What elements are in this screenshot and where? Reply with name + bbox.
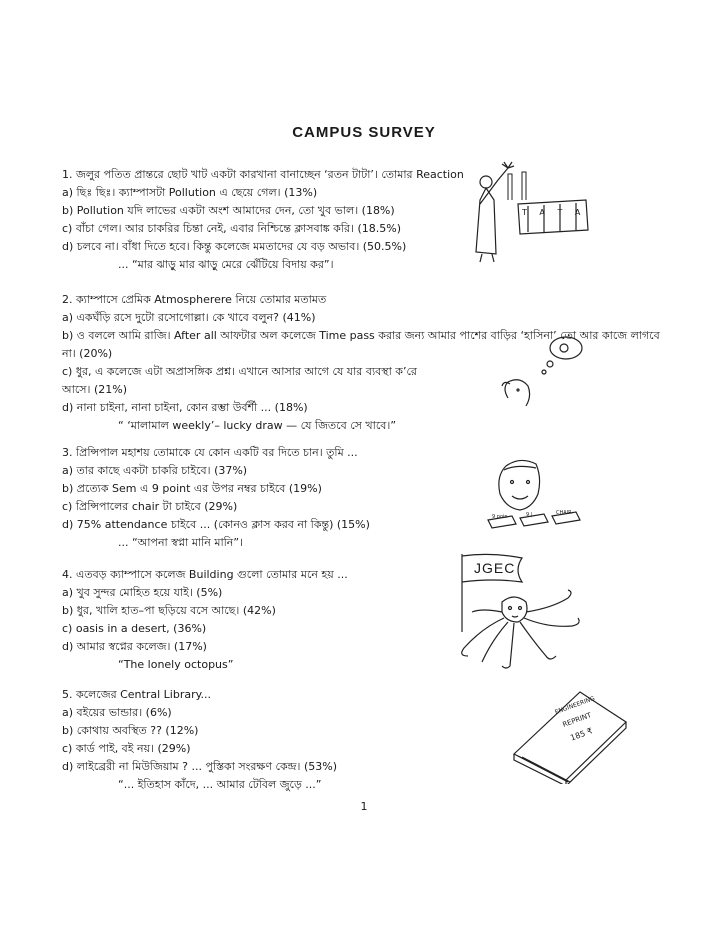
box-label-2: 9 | — [526, 512, 533, 518]
question-quote: “... ইতিহাস কাঁদে, ... আমার টেবিল জুড়ে ...” — [118, 778, 322, 791]
option-a: a) একঘঁড়ি রসে দুটো রসোগোল্লা। কে খাবে বলুন? (41%) — [62, 311, 316, 324]
book-title-line-1: ENGINEERING — [554, 695, 596, 716]
option-b: b) Pollution যদি লাভের একটা অংশ আমাদের দেন, তো খুব ভাল। (18%) — [62, 204, 395, 217]
question-quote: “ ‘মালামাল weekly’– lucky draw — যে জিতবে সে খাবে।” — [118, 419, 397, 432]
question-prompt: 2. ক্যাম্পাসে প্রেমিক Atmospherere নিয়ে তোমার মতামত — [62, 293, 327, 306]
option-a: a) বইয়ের ভান্ডার। (6%) — [62, 706, 172, 719]
box-label-1: 9 poin — [492, 514, 508, 520]
question-4 — [62, 566, 462, 674]
question-quote: ... “আপনা স্বপ্না মানি মানি”। — [118, 536, 244, 549]
option-b: b) কোথায় অবস্থিত ?? (12%) — [62, 724, 199, 737]
tata-sign-text: T A T A — [522, 208, 586, 217]
question-prompt: 3. প্রিন্সিপাল মহাশয় তোমাকে যে কোন একটি বর দিতে চান। তুমি ... — [62, 446, 358, 459]
question-prompt: 4. এতবড় ক্যাম্পাসে কলেজ Building গুলো তোমার মনে হয় ... — [62, 568, 348, 581]
octopus-flag-illustration — [452, 552, 602, 672]
book-illustration — [510, 684, 630, 784]
option-d: d) 75% attendance চাইবে ... (কোনও ক্লাস করব না কিন্তু) (15%) — [62, 518, 370, 531]
page-number: 1 — [360, 800, 368, 813]
book-title-line-3: 185 ₹ — [569, 726, 594, 743]
question-quote: ... “মার ঝাড়ু মার ঝাড়ু মেরে ঝেঁটিয়ে বিদায় কর”। — [118, 258, 334, 271]
option-b: b) ও বললে আমি রাজি। After all আফটার অল কলেজে Time pass করার জন্য আমার পাশের বাড়ির ‘হাসিনা’ তো আর কাজে লাগবে না। (20%) — [62, 329, 660, 360]
option-a: a) তার কাছে একটা চাকরি চাইবে। (37%) — [62, 464, 248, 477]
option-d: d) আমার স্বপ্নের কলেজ। (17%) — [62, 640, 207, 653]
question-prompt: 1. জলুর পতিত প্রান্তরে ছোট খাট একটা কারখানা বানাচ্ছেন ‘রতন টাটা’। তোমার Reaction — [62, 168, 464, 181]
option-b: b) ধুর, খালি হাত–পা ছড়িয়ে বসে আছে। (42%) — [62, 604, 276, 617]
flag-text: JGEC — [474, 560, 516, 576]
option-d: d) চলবে না। বাঁধা দিতে হবে। কিন্তু কলেজে মমতাদের যে বড় অভাব। (50.5%) — [62, 240, 407, 253]
smiling-face-illustration — [486, 454, 596, 544]
book-title-line-2: REPRINT — [561, 711, 593, 729]
option-c: c) ধুর, এ কলেজে এটা অপ্রাসঙ্গিক প্রশ্ন। এখানে আসার আগে যে যার ব্যবস্থা ক’রে আসে। (21%) — [62, 365, 417, 396]
question-1 — [62, 166, 482, 274]
option-c: c) কার্ড পাই, বই নয়। (29%) — [62, 742, 191, 755]
option-a: a) ছিঃ ছিঃ। ক্যাম্পাসটা Pollution এ ছেয়ে গেল। (13%) — [62, 186, 318, 199]
option-d: d) লাইব্রেরী না মিউজিয়াম ? ... পুস্তিকা সংরক্ষণ কেন্দ্র। (53%) — [62, 760, 338, 773]
option-d: d) নানা চাইনা, নানা চাইনা, কোন রম্ভা উর্বর্শী ... (18%) — [62, 401, 308, 414]
question-5 — [62, 686, 462, 794]
question-prompt: 5. কলেজের Central Library... — [62, 688, 212, 701]
option-c: c) oasis in a desert, (36%) — [62, 622, 207, 635]
broom-man-illustration — [468, 160, 598, 270]
option-c: c) প্রিন্সিপালের chair টা চাইবে (29%) — [62, 500, 238, 513]
option-b: b) প্রত্যেক Sem এ 9 point এর উপর নম্বর চাইবে (19%) — [62, 482, 322, 495]
page-title: CAMPUS SURVEY — [292, 124, 436, 141]
thinking-man-illustration — [500, 336, 590, 416]
option-a: a) খুব সুন্দর মোহিত হয়ে যাই। (5%) — [62, 586, 223, 599]
box-label-3: CHAIR — [556, 510, 572, 516]
option-c: c) বাঁচা গেল। আর চাকরির চিন্তা নেই, এবার নিশ্চিন্তে ক্লাসবাঙ্ক করি। (18.5%) — [62, 222, 402, 235]
question-3 — [62, 444, 482, 552]
question-quote: “The lonely octopus” — [118, 658, 234, 671]
